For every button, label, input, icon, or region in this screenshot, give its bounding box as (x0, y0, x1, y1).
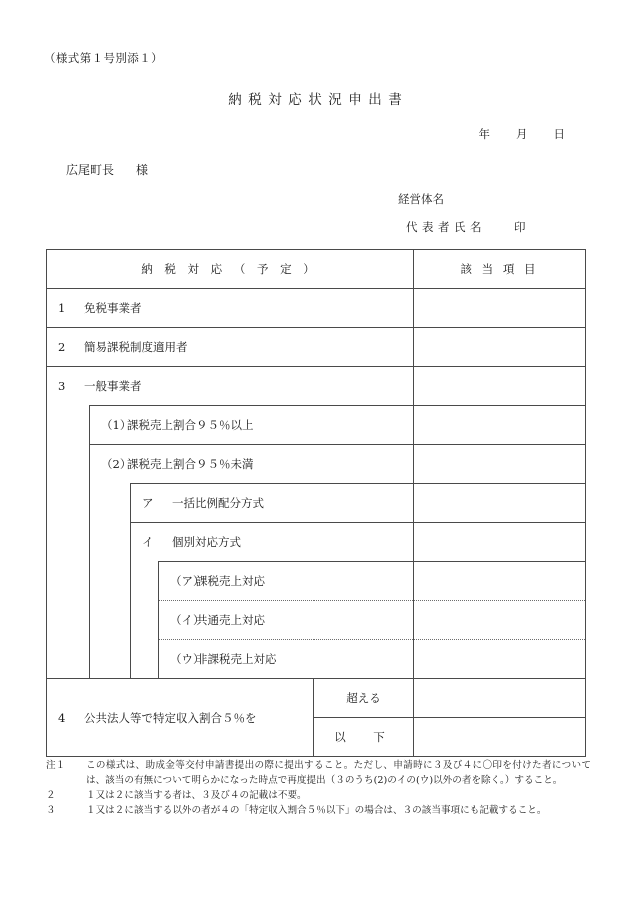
column-header-left: 納 税 対 応 （ 予 定 ） (47, 250, 414, 289)
answer-cell-1[interactable] (414, 289, 586, 328)
column-header-right: 該 当 項 目 (414, 250, 586, 289)
indent-rail-1 (47, 445, 90, 484)
answer-cell-3-1[interactable] (414, 406, 586, 445)
tax-response-table (46, 249, 586, 757)
indent-rail-3 (131, 640, 159, 679)
answer-cell-2[interactable] (414, 328, 586, 367)
indent-rail-3 (131, 601, 159, 640)
row-label-sub-i: （イ）共通売上対応 (159, 601, 414, 640)
indent-rail-2 (90, 601, 131, 640)
date-line (0, 126, 583, 142)
row-label-3: 3 一般事業者 (47, 367, 414, 406)
representative-line (406, 219, 526, 235)
indent-rail-2 (90, 523, 131, 562)
answer-cell-i[interactable] (414, 523, 586, 562)
row-label-2: 2 簡易課税制度適用者 (47, 328, 414, 367)
answer-cell-4-over[interactable] (414, 679, 586, 718)
table-row (47, 406, 586, 445)
addressee-name: 広尾町長 (66, 163, 115, 177)
row-label-4: 4 公共法人等で特定収入割合５％を (47, 679, 314, 757)
answer-cell-sub-i[interactable] (414, 601, 586, 640)
note-item (46, 789, 591, 804)
table-row (47, 601, 586, 640)
row-label-a: ア 一括比例配分方式 (131, 484, 414, 523)
indent-rail-1 (47, 601, 90, 640)
indent-rail-3 (131, 562, 159, 601)
addressee (66, 161, 148, 178)
answer-cell-a[interactable] (414, 484, 586, 523)
note-mark: 注１ (46, 760, 66, 771)
date-month-label: 月 (516, 127, 528, 141)
table-row (47, 523, 586, 562)
note-text: １又は２に該当する以外の者が４の「特定収入割合５％以下」の場合は、３の該当事項にも記載すること。 (86, 804, 547, 816)
indent-rail-2 (90, 640, 131, 679)
note-item (46, 804, 591, 819)
seal-label: 印 (514, 220, 526, 234)
table-row (47, 679, 586, 718)
table-row (47, 484, 586, 523)
page-title: 納税対応状況申出書 (228, 92, 409, 108)
note-text: この様式は、助成金等交付申請書提出の際に提出すること。ただし、申請時に３及び４に〇印を付けた者については、該当の有無について明らかになった時点で再度提出（３のうち(2)のイの(ウ)以外の者を除く。）すること。 (86, 760, 591, 786)
indent-rail-2 (90, 562, 131, 601)
row-4-option-under: 以 下 (314, 718, 414, 757)
indent-rail-2 (90, 484, 131, 523)
row-4-option-over: 超える (314, 679, 414, 718)
row-label-1: 1 免税事業者 (47, 289, 414, 328)
table-row (47, 289, 586, 328)
table-header-row (47, 250, 586, 289)
table-row (47, 562, 586, 601)
indent-rail-1 (47, 640, 90, 679)
note-mark: ３ (46, 804, 56, 816)
table-row (47, 367, 586, 406)
answer-cell-sub-u[interactable] (414, 640, 586, 679)
table-row (47, 445, 586, 484)
note-item (46, 759, 591, 789)
row-label-sub-a: （ア）課税売上対応 (159, 562, 414, 601)
addressee-honorific: 様 (136, 163, 149, 177)
row-label-sub-u: （ウ）非課税売上対応 (159, 640, 414, 679)
answer-cell-sub-a[interactable] (414, 562, 586, 601)
entity-name-label: 経営体名 (398, 192, 444, 206)
table-row (47, 640, 586, 679)
note-mark: ２ (46, 789, 56, 801)
answer-cell-3[interactable] (414, 367, 586, 406)
representative-name-label: 代表者氏名 (406, 220, 486, 234)
answer-cell-3-2[interactable] (414, 445, 586, 484)
date-day-label: 日 (553, 127, 565, 141)
indent-rail-1 (47, 406, 90, 445)
row-label-i: イ 個別対応方式 (131, 523, 414, 562)
indent-rail-1 (47, 484, 90, 523)
table-row (47, 328, 586, 367)
indent-rail-1 (47, 523, 90, 562)
date-year-label: 年 (478, 127, 490, 141)
row-label-3-2: （2）課税売上割合９５％未満 (90, 445, 414, 484)
row-label-3-1: （1）課税売上割合９５％以上 (90, 406, 414, 445)
indent-rail-1 (47, 562, 90, 601)
form-code: （様式第１号別添１） (44, 51, 163, 65)
answer-cell-4-under[interactable] (414, 718, 586, 757)
note-text: １又は２に該当する者は、３及び４の記載は不要。 (86, 789, 307, 801)
notes-section (46, 759, 591, 818)
